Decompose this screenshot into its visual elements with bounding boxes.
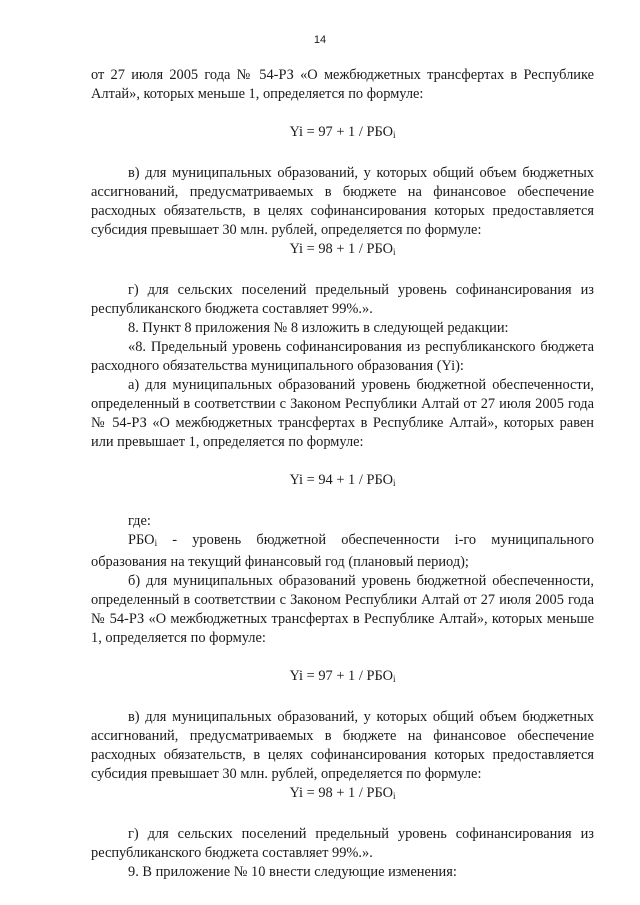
formula-text: Yi = 98 + 1 / РБО bbox=[289, 785, 394, 801]
document-body bbox=[91, 66, 594, 882]
paragraph-item-v: в) для муниципальных образований, у которых общий объем бюджетных ассигнований, предусматриваемых в бюджете на финансовое обеспечение расходных обязательств, в целях софинансирования которых предоставляется субсидия превышает 30 млн. рублей, определяется по формуле: bbox=[91, 165, 594, 238]
paragraph-item-a: а) для муниципальных образований уровень бюджетной обеспеченности, определенный в соответствии с Законом Республики Алтай от 27 июля 2005 года № 54-РЗ «О межбюджетных трансфертах в Республике Алтай», которых равен или превышает 1, определяется по формуле: bbox=[91, 377, 594, 450]
formula-text: Yi = 97 + 1 / РБО bbox=[289, 668, 394, 684]
paragraph-point-9: 9. В приложение № 10 внести следующие изменения: bbox=[128, 864, 457, 880]
formula-98-second bbox=[91, 784, 594, 806]
definition-text: - уровень бюджетной обеспеченности i-го муниципального образования на текущий финансовый год (плановый период); bbox=[91, 532, 594, 570]
formula-subscript: i bbox=[393, 674, 396, 684]
formula-text: Yi = 98 + 1 / РБО bbox=[289, 241, 394, 257]
paragraph-where: где: bbox=[128, 513, 151, 529]
paragraph-item-g: г) для сельских поселений предельный уровень софинансирования из республиканского бюджета составляет 99%.». bbox=[91, 282, 594, 317]
formula-subscript: i bbox=[393, 478, 396, 488]
paragraph-item-g-second: г) для сельских поселений предельный уровень софинансирования из республиканского бюджета составляет 99%.». bbox=[91, 826, 594, 861]
formula-98 bbox=[91, 240, 594, 262]
paragraph-item-b: б) для муниципальных образований уровень бюджетной обеспеченности, определенный в соответствии с Законом Республики Алтай от 27 июля 2005 года № 54-РЗ «О межбюджетных трансфертах в Республике Алтай», которых меньше 1, определяется по формуле: bbox=[91, 573, 594, 646]
paragraph-item-v-second: в) для муниципальных образований, у которых общий объем бюджетных ассигнований, предусматриваемых в бюджете на финансовое обеспечение расходных обязательств, в целях софинансирования которых предоставляется субсидия превышает 30 млн. рублей, определяется по формуле: bbox=[91, 709, 594, 782]
page-number: 14 bbox=[313, 34, 327, 46]
formula-94 bbox=[91, 471, 594, 493]
formula-text: Yi = 94 + 1 / РБО bbox=[289, 472, 394, 488]
definition-term: РБО bbox=[128, 532, 155, 548]
paragraph-definition bbox=[91, 531, 594, 572]
formula-text: Yi = 97 + 1 / РБО bbox=[289, 124, 394, 140]
paragraph-continuation: от 27 июля 2005 года № 54-РЗ «О межбюджетных трансфертах в Республике Алтай», которых меньше 1, определяется по формуле: bbox=[91, 67, 594, 102]
formula-subscript: i bbox=[393, 247, 396, 257]
formula-97 bbox=[91, 123, 594, 145]
formula-subscript: i bbox=[393, 130, 396, 140]
paragraph-point-8: 8. Пункт 8 приложения № 8 изложить в следующей редакции: bbox=[128, 320, 509, 336]
formula-subscript: i bbox=[393, 791, 396, 801]
paragraph-point-8-text: «8. Предельный уровень софинансирования из республиканского бюджета расходного обязательства муниципального образования (Yi): bbox=[91, 339, 594, 374]
definition-subscript: i bbox=[154, 538, 158, 548]
formula-97-second bbox=[91, 667, 594, 689]
